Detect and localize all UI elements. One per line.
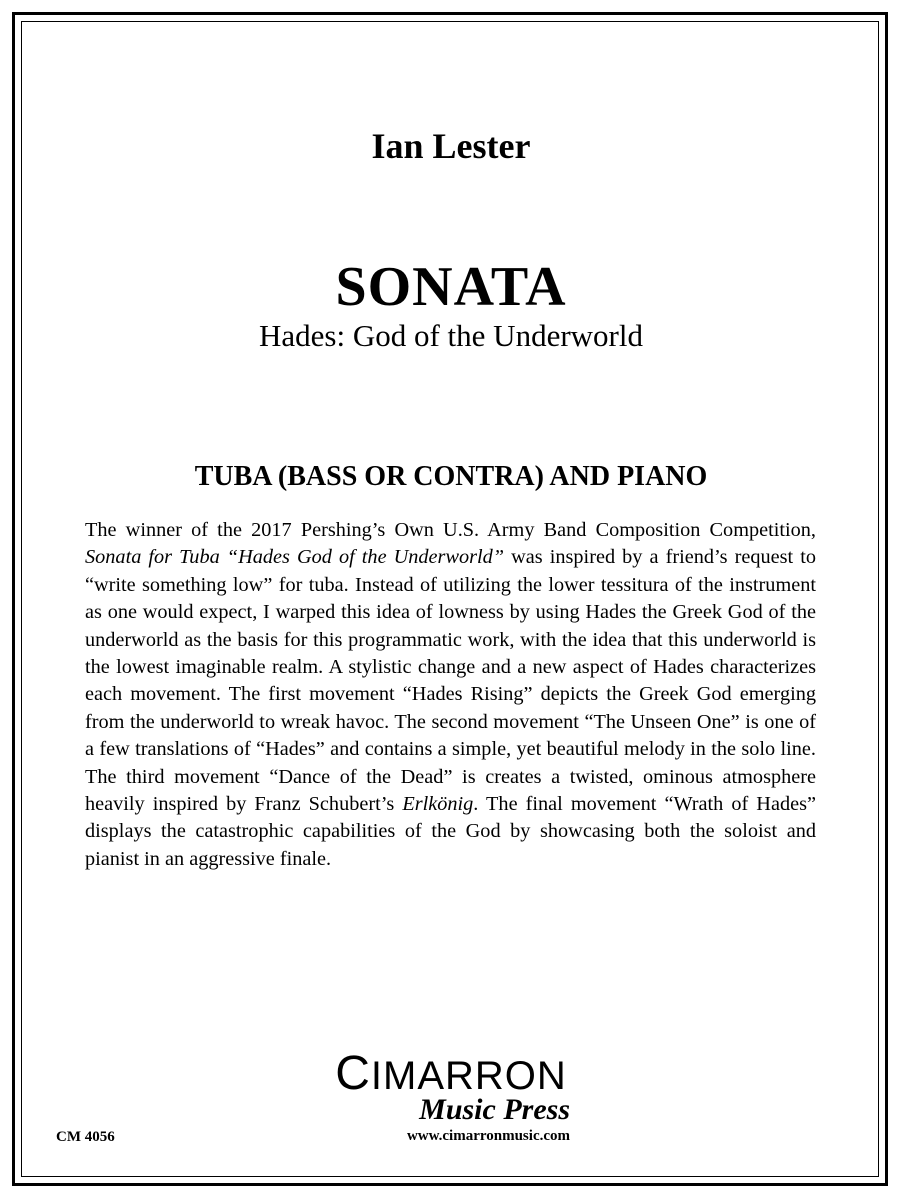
publisher-name (300, 1047, 602, 1100)
program-note-text-1: The winner of the 2017 Pershing’s Own U.S. Army Band Composition Competition, (85, 519, 816, 541)
composer-name: Ian Lester (371, 126, 531, 166)
publisher-url: www.cimarronmusic.com (406, 1128, 570, 1144)
program-note-text-3: . The final movement “Wrath of Hades” displays the catastrophic capabilities of the God by showcasing both the soloist and pianist in an aggressive finale. (85, 793, 816, 870)
instrumentation-heading: TUBA (BASS OR CONTRA) AND PIANO (194, 461, 708, 492)
program-note (85, 517, 816, 873)
publisher-logo (300, 1047, 602, 1144)
publisher-name-initial: C (335, 1047, 371, 1100)
program-note-title-italic: Sonata for Tuba “Hades God of the Underworld” (85, 546, 505, 569)
work-title: SONATA (335, 256, 567, 318)
publisher-name-rest: IMARRON (370, 1054, 567, 1098)
program-note-text-2: was inspired by a friend’s request to “write something low” for tuba. Instead of utilizing the lower tessitura of the instrument as one would expect, I warped this idea of lowness by using Hades the Greek God of the underworld as the basis for this programmatic work, with the idea that this underworld is the lowest imaginable realm. A stylistic change and a new aspect of Hades characterizes each movement. The first movement “Hades Rising” depicts the Greek God emerging from the underworld to wreak havoc. The second movement “The Unseen One” is one of a few translations of “Hades” and contains a simple, yet beautiful melody in the solo line. The third movement “Dance of the Dead” is creates a twisted, ominous atmosphere heavily inspired by Franz Schubert’s (85, 546, 816, 816)
publisher-press: Music Press (419, 1093, 570, 1126)
work-subtitle: Hades: God of the Underworld (259, 318, 643, 353)
program-note-erlkonig-italic: Erlkönig (402, 793, 474, 816)
catalog-number: CM 4056 (56, 1129, 115, 1145)
